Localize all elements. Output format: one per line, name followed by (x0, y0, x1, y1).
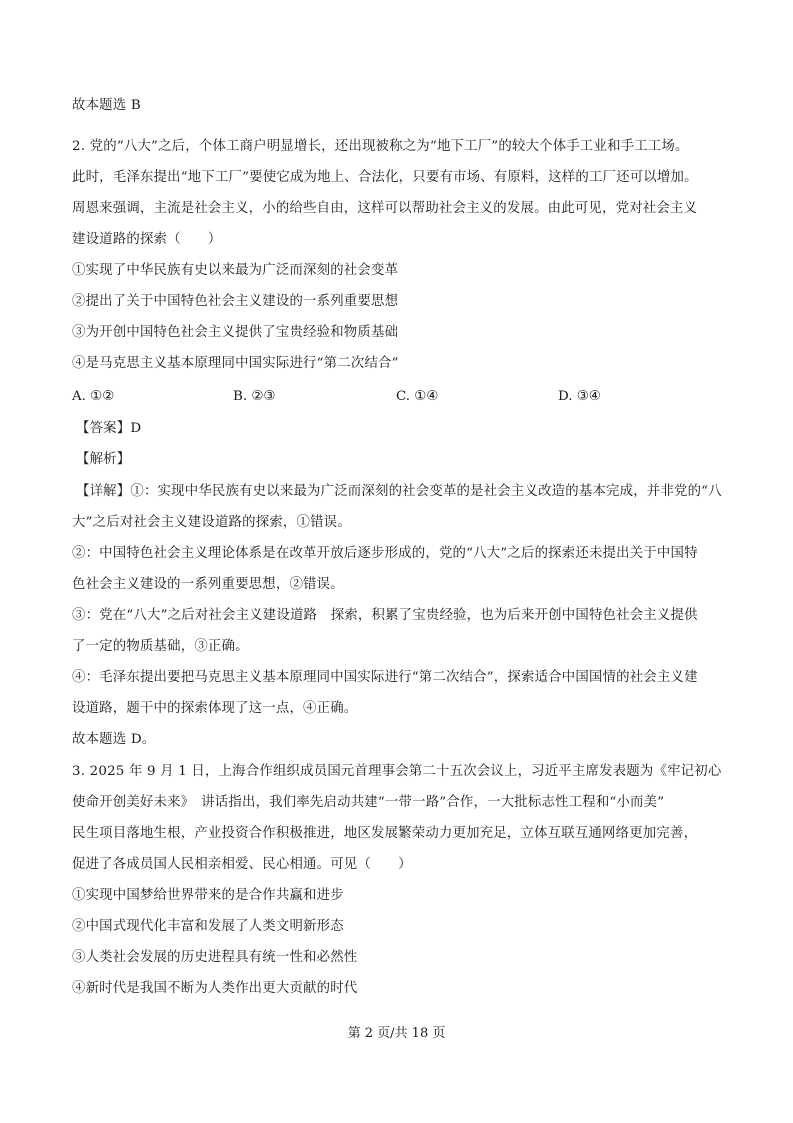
q2-statement-4: ④是马克思主义基本原理同中国实际进行“第二次结合” (72, 356, 399, 371)
q2-explanation-line-3: ②：中国特色社会主义理论体系是在改革开放后逐步形成的，党的“八大”之后的探索还未提出关于中国特 (72, 546, 698, 561)
q3-statement-2: ②中国式现代化丰富和发展了人类文明新形态 (72, 919, 344, 934)
q2-analysis-label: 【解析】 (76, 452, 131, 467)
q3-statement-1: ①实现中国梦给世界带来的是合作共赢和进步 (72, 888, 344, 903)
q2-option-b: B. ②③ (233, 389, 276, 404)
q2-answer: 【答案】D (76, 421, 142, 436)
q2-explanation-line-4: 色社会主义建设的一系列重要思想，②错误。 (72, 577, 344, 592)
q2-explanation-line-1: 【详解】①：实现中华民族有史以来最为广泛而深刻的社会变革的是社会主义改造的基本完成，并非党的“八 (76, 484, 722, 499)
q2-stem-line-4: 建设道路的探索（ ） (72, 232, 222, 247)
q3-stem-line-4: 促进了各成员国人民相亲相爱、民心相通。可见（ ） (72, 857, 412, 872)
q2-option-a: A. ①② (72, 389, 115, 404)
q3-statement-3: ③人类社会发展的历史进程具有统一性和必然性 (72, 950, 358, 965)
q2-statement-1: ①实现了中华民族有史以来最为广泛而深刻的社会变革 (72, 263, 399, 278)
q2-explanation-line-8: 设道路，题干中的探索体现了这一点，④正确。 (72, 701, 358, 716)
q2-statement-3: ③为开创中国特色社会主义提供了宝贵经验和物质基础 (72, 325, 399, 340)
q2-explanation-line-6: 了一定的物质基础，③正确。 (72, 639, 249, 654)
q2-conclusion: 故本题选 D。 (72, 732, 156, 747)
q2-stem-line-2: 此时，毛泽东提出“地下工厂”要使它成为地上、合法化，只要有市场、有原料，这样的工厂还可以增加。 (72, 170, 698, 185)
q3-stem-line-1: 3. 2025 年 9 月 1 日，上海合作组织成员国元首理事会第二十五次会议上，习近平主席发表题为《牢记初心 (72, 764, 722, 779)
q2-stem-line-3: 周恩来强调，主流是社会主义，小的给些自由，这样可以帮助社会主义的发展。由此可见，党对社会主义 (72, 201, 698, 216)
q3-stem-line-3: 民生项目落地生根，产业投资合作积极推进，地区发展繁荣动力更加充足，立体互联互通网络更加完善， (72, 826, 698, 841)
q2-statement-2: ②提出了关于中国特色社会主义建设的一系列重要思想 (72, 294, 399, 309)
q2-options-row (72, 388, 732, 406)
q2-option-d: D. ③④ (558, 389, 601, 404)
q2-explanation-line-2: 大”之后对社会主义建设道路的探索，①错误。 (72, 515, 351, 530)
q2-stem-line-1: 2. 党的“八大”之后，个体工商户明显增长，还出现被称之为“地下工厂”的较大个体手工业和手工工场。 (72, 139, 689, 154)
q3-stem-line-2: 使命开创美好未来》 讲话指出，我们率先启动共建“一带一路”合作，一大批标志性工程和“小而美” (72, 795, 665, 810)
q2-option-c: C. ①④ (396, 389, 439, 404)
q2-explanation-line-7: ④：毛泽东提出要把马克思主义基本原理同中国实际进行“第二次结合”，探索适合中国国情的社会主义建 (72, 670, 698, 685)
q3-statement-4: ④新时代是我国不断为人类作出更大贡献的时代 (72, 981, 358, 996)
q2-explanation-line-5: ③：党在“八大”之后对社会主义建设道路 探索，积累了宝贵经验，也为后来开创中国特色社会主义提供 (72, 608, 698, 623)
page-indicator: 第 2 页/共 18 页 (347, 1026, 446, 1041)
previous-answer-conclusion: 故本题选 B (72, 98, 141, 113)
